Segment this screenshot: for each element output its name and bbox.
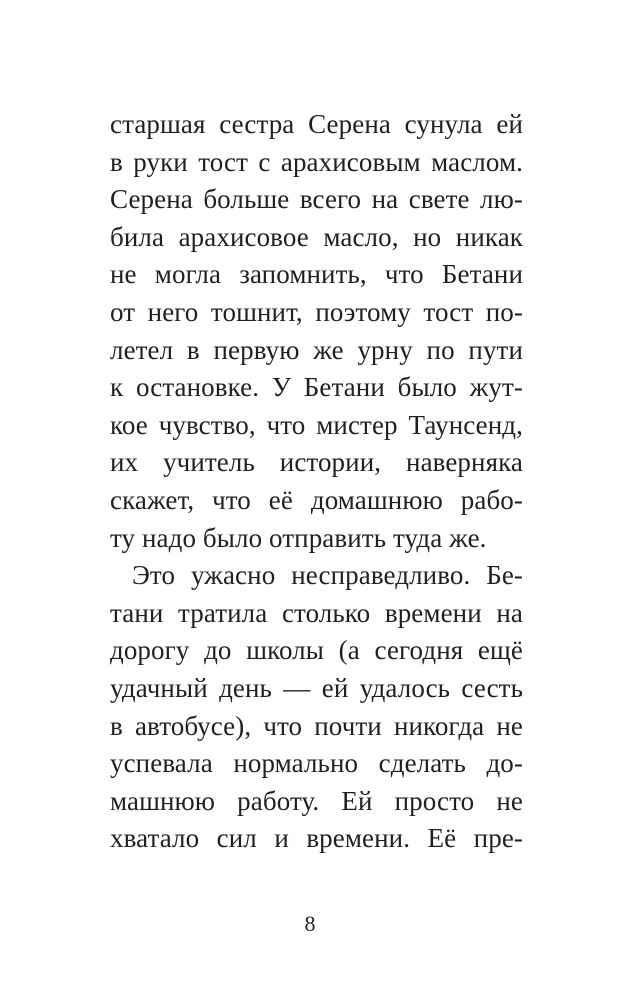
text-line: тани тратила столько времени на [110, 597, 523, 628]
text-line: от него тошнит, поэтому тост по- [110, 296, 523, 327]
text-line: скажет, что её домашнюю рабо- [110, 484, 523, 515]
text-line: дорогу до школы (а сегодня ещё [110, 635, 523, 666]
text-line: не могла запомнить, что Бетани [110, 259, 523, 290]
paragraph-start-line: Это ужасно несправедливо. Бе- [132, 560, 523, 591]
text-line: их учитель истории, наверняка [110, 447, 523, 478]
text-line: машнюю работу. Ей просто не [110, 785, 523, 816]
text-line: в автобусе), что почти никогда не [110, 710, 523, 741]
text-line: к остановке. У Бетани было жут- [110, 372, 523, 403]
text-line: летел в первую же урну по пути [110, 334, 523, 365]
text-line: била арахисовое масло, но никак [110, 221, 523, 252]
text-line: кое чувство, что мистер Таунсенд, [110, 409, 523, 440]
paragraph-end-line: ту надо было отправить туда же. [110, 522, 487, 553]
text-line: удачный день — ей удалось сесть [110, 672, 523, 703]
text-line: старшая сестра Серена сунула ей [110, 109, 523, 139]
page-number: 8 [304, 911, 316, 936]
body-text [110, 106, 523, 858]
text-line: успевала нормально сделать до- [110, 748, 523, 779]
text-line: в руки тост с арахисовым маслом. [110, 146, 523, 177]
text-line: Серена больше всего на свете лю- [110, 184, 523, 215]
text-line: хватало сил и времени. Её пре- [110, 823, 523, 854]
